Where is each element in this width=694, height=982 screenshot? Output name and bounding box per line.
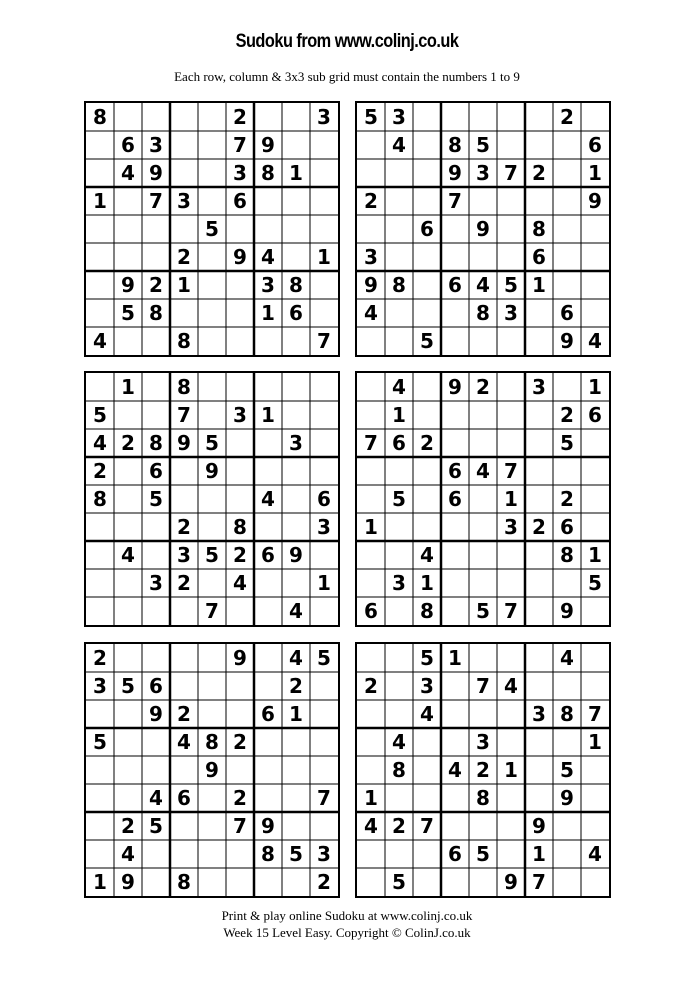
given-digit: 7 — [448, 189, 462, 213]
given-digit: 1 — [93, 189, 107, 213]
given-digit: 8 — [392, 758, 406, 782]
given-digit: 6 — [588, 133, 602, 157]
given-digit: 5 — [476, 599, 490, 623]
given-digit: 1 — [532, 273, 546, 297]
given-digit: 3 — [289, 431, 303, 455]
given-digit: 7 — [532, 870, 546, 894]
given-digit: 2 — [392, 814, 406, 838]
given-digit: 4 — [364, 814, 378, 838]
given-digit: 4 — [588, 329, 602, 353]
given-digit: 3 — [317, 105, 331, 129]
given-digit: 5 — [560, 758, 574, 782]
given-digit: 8 — [205, 730, 219, 754]
given-digit: 4 — [392, 730, 406, 754]
given-digit: 9 — [233, 646, 247, 670]
sudoku-svg — [86, 373, 338, 625]
given-digit: 4 — [121, 161, 135, 185]
given-digit: 2 — [177, 702, 191, 726]
given-digit: 3 — [149, 571, 163, 595]
given-digit: 6 — [364, 599, 378, 623]
given-digit: 5 — [93, 403, 107, 427]
given-digit: 3 — [177, 189, 191, 213]
sudoku-svg — [86, 103, 338, 355]
given-digit: 7 — [205, 599, 219, 623]
given-digit: 4 — [588, 842, 602, 866]
given-digit: 2 — [532, 515, 546, 539]
given-digit: 9 — [233, 245, 247, 269]
given-digit: 7 — [504, 459, 518, 483]
given-digit: 9 — [205, 758, 219, 782]
sudoku-grid-3 — [84, 371, 340, 627]
given-digit: 3 — [476, 730, 490, 754]
given-digit: 5 — [121, 301, 135, 325]
given-digit: 7 — [233, 133, 247, 157]
given-digit: 1 — [177, 273, 191, 297]
given-digit: 8 — [93, 105, 107, 129]
given-digit: 8 — [289, 273, 303, 297]
given-digit: 2 — [233, 105, 247, 129]
given-digit: 4 — [149, 786, 163, 810]
given-digit: 4 — [364, 301, 378, 325]
given-digit: 5 — [560, 431, 574, 455]
given-digit: 2 — [121, 814, 135, 838]
given-digit: 9 — [177, 431, 191, 455]
given-digit: 1 — [588, 730, 602, 754]
footer-link-text: Print & play online Sudoku at www.colinj.co.uk — [221, 908, 473, 923]
given-digit: 3 — [149, 133, 163, 157]
given-digit: 6 — [121, 133, 135, 157]
given-digit: 4 — [420, 702, 434, 726]
given-digit: 9 — [364, 273, 378, 297]
given-digit: 7 — [504, 599, 518, 623]
footer-copyright: Week 15 Level Easy. Copyright © ColinJ.co.uk — [223, 925, 471, 940]
given-digit: 6 — [261, 543, 275, 567]
given-digit: 4 — [121, 543, 135, 567]
instructions: Each row, column & 3x3 sub grid must contain the numbers 1 to 9 — [174, 69, 520, 84]
given-digit: 2 — [93, 646, 107, 670]
given-digit: 3 — [392, 571, 406, 595]
given-digit: 2 — [233, 786, 247, 810]
given-digit: 5 — [121, 674, 135, 698]
sudoku-grid-1 — [84, 101, 340, 357]
given-digit: 9 — [560, 599, 574, 623]
given-digit: 2 — [476, 758, 490, 782]
given-digit: 2 — [560, 487, 574, 511]
given-digit: 7 — [317, 329, 331, 353]
given-digit: 3 — [392, 105, 406, 129]
given-digit: 3 — [476, 161, 490, 185]
given-digit: 5 — [93, 730, 107, 754]
given-digit: 2 — [420, 431, 434, 455]
sudoku-svg — [86, 644, 338, 896]
given-digit: 8 — [149, 301, 163, 325]
given-digit: 9 — [149, 702, 163, 726]
given-digit: 3 — [532, 375, 546, 399]
given-digit: 1 — [317, 571, 331, 595]
given-digit: 4 — [93, 431, 107, 455]
given-digit: 2 — [177, 515, 191, 539]
given-digit: 9 — [121, 273, 135, 297]
given-digit: 6 — [448, 842, 462, 866]
given-digit: 1 — [504, 758, 518, 782]
given-digit: 6 — [560, 301, 574, 325]
sudoku-grid-2 — [355, 101, 611, 357]
given-digit: 6 — [560, 515, 574, 539]
given-digit: 7 — [233, 814, 247, 838]
given-digit: 5 — [476, 133, 490, 157]
given-digit: 6 — [149, 674, 163, 698]
given-digit: 8 — [420, 599, 434, 623]
given-digit: 1 — [93, 870, 107, 894]
given-digit: 9 — [205, 459, 219, 483]
given-digit: 5 — [364, 105, 378, 129]
given-digit: 2 — [149, 273, 163, 297]
given-digit: 5 — [420, 646, 434, 670]
given-digit: 5 — [205, 543, 219, 567]
given-digit: 9 — [448, 375, 462, 399]
given-digit: 8 — [476, 786, 490, 810]
page-title: Sudoku from www.colinj.co.uk — [235, 31, 459, 52]
given-digit: 2 — [560, 403, 574, 427]
given-digit: 1 — [121, 375, 135, 399]
given-digit: 7 — [504, 161, 518, 185]
given-digit: 8 — [532, 217, 546, 241]
given-digit: 3 — [317, 515, 331, 539]
given-digit: 8 — [261, 842, 275, 866]
given-digit: 6 — [317, 487, 331, 511]
given-digit: 8 — [177, 870, 191, 894]
given-digit: 5 — [205, 217, 219, 241]
given-digit: 8 — [560, 543, 574, 567]
given-digit: 7 — [317, 786, 331, 810]
given-digit: 4 — [476, 273, 490, 297]
given-digit: 5 — [317, 646, 331, 670]
given-digit: 9 — [476, 217, 490, 241]
given-digit: 5 — [149, 814, 163, 838]
given-digit: 9 — [261, 814, 275, 838]
given-digit: 5 — [149, 487, 163, 511]
given-digit: 5 — [392, 487, 406, 511]
given-digit: 4 — [289, 599, 303, 623]
given-digit: 4 — [233, 571, 247, 595]
given-digit: 9 — [261, 133, 275, 157]
given-digit: 9 — [532, 814, 546, 838]
given-digit: 1 — [420, 571, 434, 595]
given-digit: 8 — [261, 161, 275, 185]
given-digit: 8 — [448, 133, 462, 157]
given-digit: 1 — [448, 646, 462, 670]
given-digit: 7 — [588, 702, 602, 726]
given-digit: 2 — [289, 674, 303, 698]
given-digit: 1 — [588, 161, 602, 185]
given-digit: 1 — [289, 161, 303, 185]
given-digit: 2 — [121, 431, 135, 455]
given-digit: 1 — [261, 403, 275, 427]
given-digit: 3 — [317, 842, 331, 866]
given-digit: 6 — [448, 459, 462, 483]
given-digit: 2 — [476, 375, 490, 399]
given-digit: 3 — [261, 273, 275, 297]
given-digit: 3 — [504, 301, 518, 325]
given-digit: 9 — [560, 786, 574, 810]
given-digit: 7 — [149, 189, 163, 213]
given-digit: 3 — [233, 403, 247, 427]
given-digit: 5 — [588, 571, 602, 595]
given-digit: 3 — [93, 674, 107, 698]
given-digit: 6 — [392, 431, 406, 455]
given-digit: 5 — [420, 329, 434, 353]
given-digit: 2 — [177, 245, 191, 269]
given-digit: 2 — [364, 674, 378, 698]
given-digit: 2 — [177, 571, 191, 595]
given-digit: 1 — [261, 301, 275, 325]
given-digit: 5 — [504, 273, 518, 297]
given-digit: 2 — [532, 161, 546, 185]
given-digit: 1 — [504, 487, 518, 511]
sudoku-grid-5 — [84, 642, 340, 898]
given-digit: 3 — [177, 543, 191, 567]
given-digit: 8 — [93, 487, 107, 511]
given-digit: 2 — [317, 870, 331, 894]
sudoku-svg — [357, 373, 609, 625]
given-digit: 6 — [177, 786, 191, 810]
given-digit: 8 — [149, 431, 163, 455]
given-digit: 3 — [364, 245, 378, 269]
given-digit: 1 — [317, 245, 331, 269]
given-digit: 8 — [392, 273, 406, 297]
given-digit: 5 — [392, 870, 406, 894]
given-digit: 2 — [560, 105, 574, 129]
given-digit: 5 — [205, 431, 219, 455]
given-digit: 8 — [476, 301, 490, 325]
given-digit: 4 — [392, 133, 406, 157]
given-digit: 7 — [476, 674, 490, 698]
given-digit: 6 — [149, 459, 163, 483]
given-digit: 4 — [420, 543, 434, 567]
given-digit: 1 — [392, 403, 406, 427]
given-digit: 2 — [233, 543, 247, 567]
given-digit: 8 — [560, 702, 574, 726]
sudoku-svg — [357, 644, 609, 896]
given-digit: 3 — [420, 674, 434, 698]
given-digit: 3 — [532, 702, 546, 726]
given-digit: 2 — [233, 730, 247, 754]
given-digit: 9 — [448, 161, 462, 185]
given-digit: 1 — [532, 842, 546, 866]
given-digit: 4 — [289, 646, 303, 670]
given-digit: 5 — [289, 842, 303, 866]
sudoku-svg — [357, 103, 609, 355]
given-digit: 2 — [93, 459, 107, 483]
given-digit: 3 — [233, 161, 247, 185]
given-digit: 7 — [177, 403, 191, 427]
given-digit: 6 — [532, 245, 546, 269]
given-digit: 9 — [289, 543, 303, 567]
given-digit: 7 — [420, 814, 434, 838]
given-digit: 9 — [504, 870, 518, 894]
given-digit: 6 — [588, 403, 602, 427]
given-digit: 4 — [261, 245, 275, 269]
given-digit: 6 — [233, 189, 247, 213]
given-digit: 6 — [420, 217, 434, 241]
given-digit: 1 — [588, 543, 602, 567]
given-digit: 9 — [560, 329, 574, 353]
given-digit: 6 — [448, 273, 462, 297]
given-digit: 3 — [504, 515, 518, 539]
given-digit: 6 — [448, 487, 462, 511]
given-digit: 1 — [289, 702, 303, 726]
given-digit: 8 — [177, 329, 191, 353]
given-digit: 7 — [364, 431, 378, 455]
given-digit: 5 — [476, 842, 490, 866]
given-digit: 9 — [121, 870, 135, 894]
given-digit: 6 — [289, 301, 303, 325]
given-digit: 4 — [93, 329, 107, 353]
given-digit: 1 — [588, 375, 602, 399]
given-digit: 4 — [560, 646, 574, 670]
given-digit: 4 — [448, 758, 462, 782]
given-digit: 4 — [504, 674, 518, 698]
given-digit: 8 — [233, 515, 247, 539]
given-digit: 1 — [364, 515, 378, 539]
given-digit: 6 — [261, 702, 275, 726]
given-digit: 4 — [177, 730, 191, 754]
given-digit: 4 — [121, 842, 135, 866]
given-digit: 4 — [261, 487, 275, 511]
given-digit: 9 — [149, 161, 163, 185]
given-digit: 4 — [392, 375, 406, 399]
sudoku-grid-6 — [355, 642, 611, 898]
given-digit: 9 — [588, 189, 602, 213]
given-digit: 2 — [364, 189, 378, 213]
given-digit: 4 — [476, 459, 490, 483]
given-digit: 8 — [177, 375, 191, 399]
sudoku-grid-4 — [355, 371, 611, 627]
given-digit: 1 — [364, 786, 378, 810]
